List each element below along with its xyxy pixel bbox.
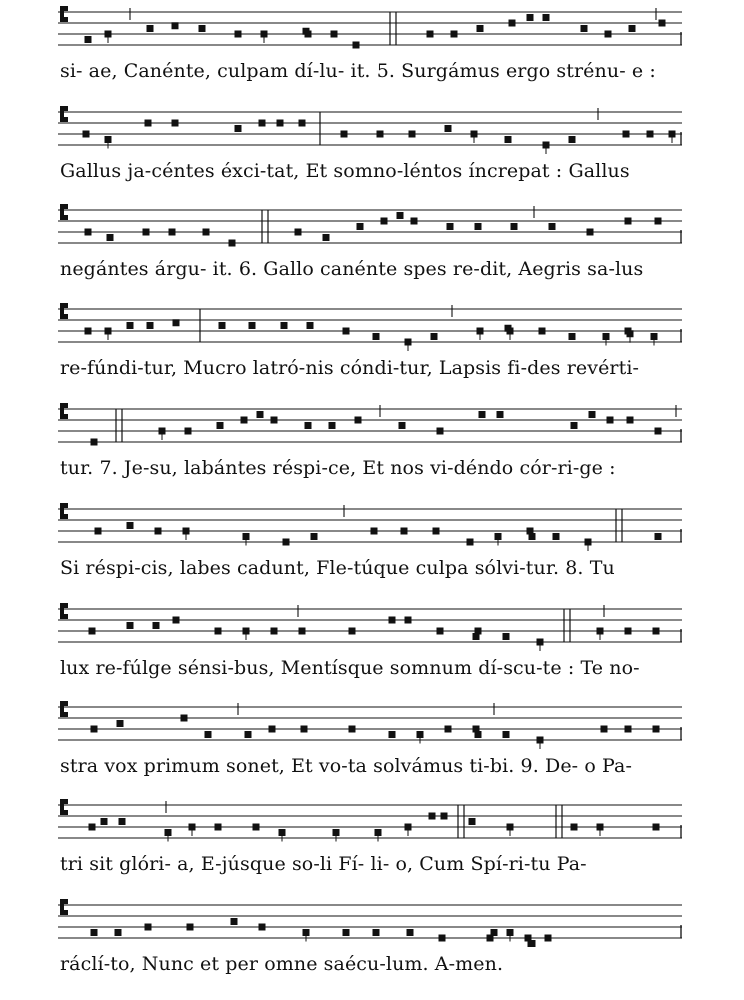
neume-note: [377, 131, 384, 138]
chant-system: [0, 100, 744, 188]
c-clef-icon: [60, 503, 68, 519]
neume-note: [115, 929, 122, 936]
chant-staff: [0, 397, 744, 457]
neume-note: [83, 131, 90, 138]
neume-note: [217, 422, 224, 429]
neume-note: [589, 411, 596, 418]
neume-note: [127, 322, 134, 329]
neume-note: [587, 229, 594, 236]
neume-note: [627, 330, 634, 337]
neume-note: [543, 14, 550, 21]
neume-note: [91, 726, 98, 733]
neume-note: [405, 617, 412, 624]
neume-note: [397, 212, 404, 219]
neume-note: [283, 539, 290, 546]
neume-note: [503, 633, 510, 640]
lyric-line: tur. 7. Je-su, labántes réspi-ce, Et nos vi-déndo cór-ri-ge :: [60, 457, 616, 479]
neume-note: [257, 411, 264, 418]
neume-note: [271, 417, 278, 424]
neume-note: [659, 20, 666, 27]
c-clef-icon: [60, 403, 68, 419]
neume-note: [507, 929, 514, 936]
neume-note: [311, 533, 318, 540]
neume-note: [301, 726, 308, 733]
neume-note: [169, 229, 176, 236]
neume-note: [653, 824, 660, 831]
neume-note: [427, 31, 434, 38]
neume-note: [553, 533, 560, 540]
neume-note: [503, 731, 510, 738]
neume-note: [471, 131, 478, 138]
neume-note: [571, 422, 578, 429]
neume-note: [173, 319, 180, 326]
neume-note: [409, 131, 416, 138]
neume-note: [101, 818, 108, 825]
neume-note: [477, 328, 484, 335]
neume-note: [305, 31, 312, 38]
lyric-line: negántes árgu- it. 6. Gallo canénte spes re-dit, Aegris sa-lus: [60, 258, 644, 280]
c-clef-icon: [60, 204, 68, 220]
neume-note: [89, 628, 96, 635]
lyric-line: si- ae, Canénte, culpam dí-lu- it. 5. Surgámus ergo strénu- e :: [60, 60, 656, 82]
neume-note: [259, 924, 266, 931]
neume-note: [527, 14, 534, 21]
neume-note: [281, 322, 288, 329]
neume-note: [333, 829, 340, 836]
neume-note: [569, 136, 576, 143]
neume-note: [241, 417, 248, 424]
neume-note: [269, 726, 276, 733]
neume-note: [85, 229, 92, 236]
chant-system: [0, 297, 744, 385]
neume-note: [172, 22, 179, 29]
neume-note: [445, 726, 452, 733]
neume-note: [411, 218, 418, 225]
neume-note: [181, 715, 188, 722]
chant-system: [0, 695, 744, 783]
c-clef-icon: [60, 899, 68, 915]
neume-note: [475, 731, 482, 738]
c-clef-icon: [60, 701, 68, 717]
neume-note: [215, 628, 222, 635]
neume-note: [343, 328, 350, 335]
neume-note: [653, 726, 660, 733]
neume-note: [295, 229, 302, 236]
neume-note: [253, 824, 260, 831]
neume-note: [627, 417, 634, 424]
neume-note: [537, 639, 544, 646]
neume-note: [249, 322, 256, 329]
neume-note: [355, 417, 362, 424]
neume-note: [357, 223, 364, 230]
neume-note: [189, 824, 196, 831]
c-clef-icon: [60, 799, 68, 815]
neume-note: [569, 333, 576, 340]
neume-note: [537, 737, 544, 744]
neume-note: [469, 818, 476, 825]
neume-note: [147, 322, 154, 329]
neume-note: [625, 726, 632, 733]
neume-note: [85, 328, 92, 335]
neume-note: [625, 218, 632, 225]
neume-note: [91, 929, 98, 936]
neume-note: [105, 136, 112, 143]
neume-note: [203, 229, 210, 236]
neume-note: [89, 824, 96, 831]
neume-note: [261, 31, 268, 38]
chant-staff: [0, 695, 744, 755]
neume-note: [117, 720, 124, 727]
neume-note: [353, 42, 360, 49]
neume-note: [173, 617, 180, 624]
chant-system: [0, 793, 744, 881]
neume-note: [375, 829, 382, 836]
neume-note: [603, 333, 610, 340]
neume-note: [585, 539, 592, 546]
neume-note: [147, 25, 154, 32]
c-clef-icon: [60, 603, 68, 619]
neume-note: [127, 522, 134, 529]
neume-note: [105, 31, 112, 38]
c-clef-icon: [60, 6, 68, 22]
neume-note: [655, 533, 662, 540]
neume-note: [653, 628, 660, 635]
neume-note: [299, 120, 306, 127]
neume-note: [205, 731, 212, 738]
neume-note: [623, 131, 630, 138]
neume-note: [399, 422, 406, 429]
neume-note: [187, 924, 194, 931]
neume-note: [95, 528, 102, 535]
chant-staff: [0, 597, 744, 657]
neume-note: [605, 31, 612, 38]
chant-staff: [0, 297, 744, 357]
lyric-line: lux re-fúlge sénsi-bus, Mentísque somnum dí-scu-te : Te no-: [60, 657, 640, 679]
neume-note: [539, 328, 546, 335]
neume-note: [655, 218, 662, 225]
neume-note: [497, 411, 504, 418]
neume-note: [431, 333, 438, 340]
neume-note: [235, 125, 242, 132]
neume-note: [155, 528, 162, 535]
neume-note: [505, 136, 512, 143]
neume-note: [441, 813, 448, 820]
neume-note: [215, 824, 222, 831]
neume-note: [107, 234, 114, 241]
neume-note: [389, 617, 396, 624]
chant-staff: [0, 893, 744, 953]
neume-note: [475, 628, 482, 635]
neume-note: [477, 25, 484, 32]
neume-note: [303, 929, 310, 936]
neume-note: [479, 411, 486, 418]
neume-note: [329, 422, 336, 429]
neume-note: [373, 929, 380, 936]
chant-system: [0, 397, 744, 485]
neume-note: [373, 333, 380, 340]
chant-staff: [0, 793, 744, 853]
neume-note: [571, 824, 578, 831]
neume-note: [625, 628, 632, 635]
neume-note: [183, 528, 190, 535]
neume-note: [299, 628, 306, 635]
chant-staff: [0, 100, 744, 160]
neume-note: [549, 223, 556, 230]
neume-note: [581, 25, 588, 32]
neume-note: [437, 428, 444, 435]
neume-note: [401, 528, 408, 535]
neume-note: [407, 929, 414, 936]
neume-note: [279, 829, 286, 836]
neume-note: [597, 824, 604, 831]
neume-note: [511, 223, 518, 230]
neume-note: [277, 120, 284, 127]
chant-system: [0, 0, 744, 88]
neume-note: [543, 142, 550, 149]
neume-note: [467, 539, 474, 546]
neume-note: [229, 240, 236, 247]
neume-note: [529, 533, 536, 540]
neume-note: [451, 31, 458, 38]
neume-note: [243, 628, 250, 635]
neume-note: [143, 229, 150, 236]
neume-note: [153, 622, 160, 629]
neume-note: [271, 628, 278, 635]
chant-staff: [0, 0, 744, 60]
neume-note: [331, 31, 338, 38]
neume-note: [669, 131, 676, 138]
chant-system: [0, 893, 744, 981]
lyric-line: Gallus ja-céntes éxci-tat, Et somno-léntos íncrepat : Gallus: [60, 160, 630, 182]
chant-system: [0, 497, 744, 585]
neume-note: [159, 428, 166, 435]
neume-note: [607, 417, 614, 424]
neume-note: [119, 818, 126, 825]
neume-note: [475, 223, 482, 230]
neume-note: [495, 533, 502, 540]
neume-note: [305, 422, 312, 429]
lyric-line: stra vox primum sonet, Et vo-ta solvámus ti-bi. 9. De- o Pa-: [60, 755, 633, 777]
neume-note: [405, 339, 412, 346]
chant-system: [0, 198, 744, 286]
neume-note: [437, 628, 444, 635]
neume-note: [491, 929, 498, 936]
neume-note: [245, 731, 252, 738]
neume-note: [259, 120, 266, 127]
neume-note: [349, 726, 356, 733]
neume-note: [343, 929, 350, 936]
neume-note: [507, 328, 514, 335]
neume-note: [323, 234, 330, 241]
neume-note: [127, 622, 134, 629]
neume-note: [545, 935, 552, 942]
neume-note: [172, 120, 179, 127]
neume-note: [655, 428, 662, 435]
neume-note: [231, 918, 238, 925]
chant-staff: [0, 198, 744, 258]
neume-note: [389, 731, 396, 738]
neume-note: [145, 924, 152, 931]
neume-note: [341, 131, 348, 138]
neume-note: [145, 120, 152, 127]
neume-note: [429, 813, 436, 820]
neume-note: [185, 428, 192, 435]
neume-note: [165, 829, 172, 836]
neume-note: [601, 726, 608, 733]
neume-note: [507, 824, 514, 831]
neume-note: [439, 935, 446, 942]
neume-note: [243, 533, 250, 540]
lyric-line: ráclí-to, Nunc et per omne saécu-lum. A-men.: [60, 953, 504, 975]
neume-note: [651, 333, 658, 340]
lyric-line: re-fúndi-tur, Mucro latró-nis cóndi-tur, Lapsis fi-des revérti-: [60, 357, 640, 379]
neume-note: [307, 322, 314, 329]
chant-system: [0, 597, 744, 685]
neume-note: [349, 628, 356, 635]
neume-note: [105, 328, 112, 335]
neume-note: [629, 25, 636, 32]
neume-note: [597, 628, 604, 635]
neume-note: [85, 36, 92, 43]
neume-note: [235, 31, 242, 38]
chant-staff: [0, 497, 744, 557]
neume-note: [219, 322, 226, 329]
neume-note: [91, 439, 98, 446]
neume-note: [371, 528, 378, 535]
c-clef-icon: [60, 106, 68, 122]
neume-note: [381, 218, 388, 225]
neume-note: [445, 125, 452, 132]
neume-note: [447, 223, 454, 230]
c-clef-icon: [60, 303, 68, 319]
neume-note: [647, 131, 654, 138]
neume-note: [509, 20, 516, 27]
neume-note: [199, 25, 206, 32]
neume-note: [417, 731, 424, 738]
neume-note: [433, 528, 440, 535]
lyric-line: tri sit glóri- a, E-júsque so-li Fí- li- o, Cum Spí-ri-tu Pa-: [60, 853, 587, 875]
lyric-line: Si réspi-cis, labes cadunt, Fle-túque culpa sólvi-tur. 8. Tu: [60, 557, 615, 579]
neume-note: [405, 824, 412, 831]
neume-note: [529, 940, 536, 947]
